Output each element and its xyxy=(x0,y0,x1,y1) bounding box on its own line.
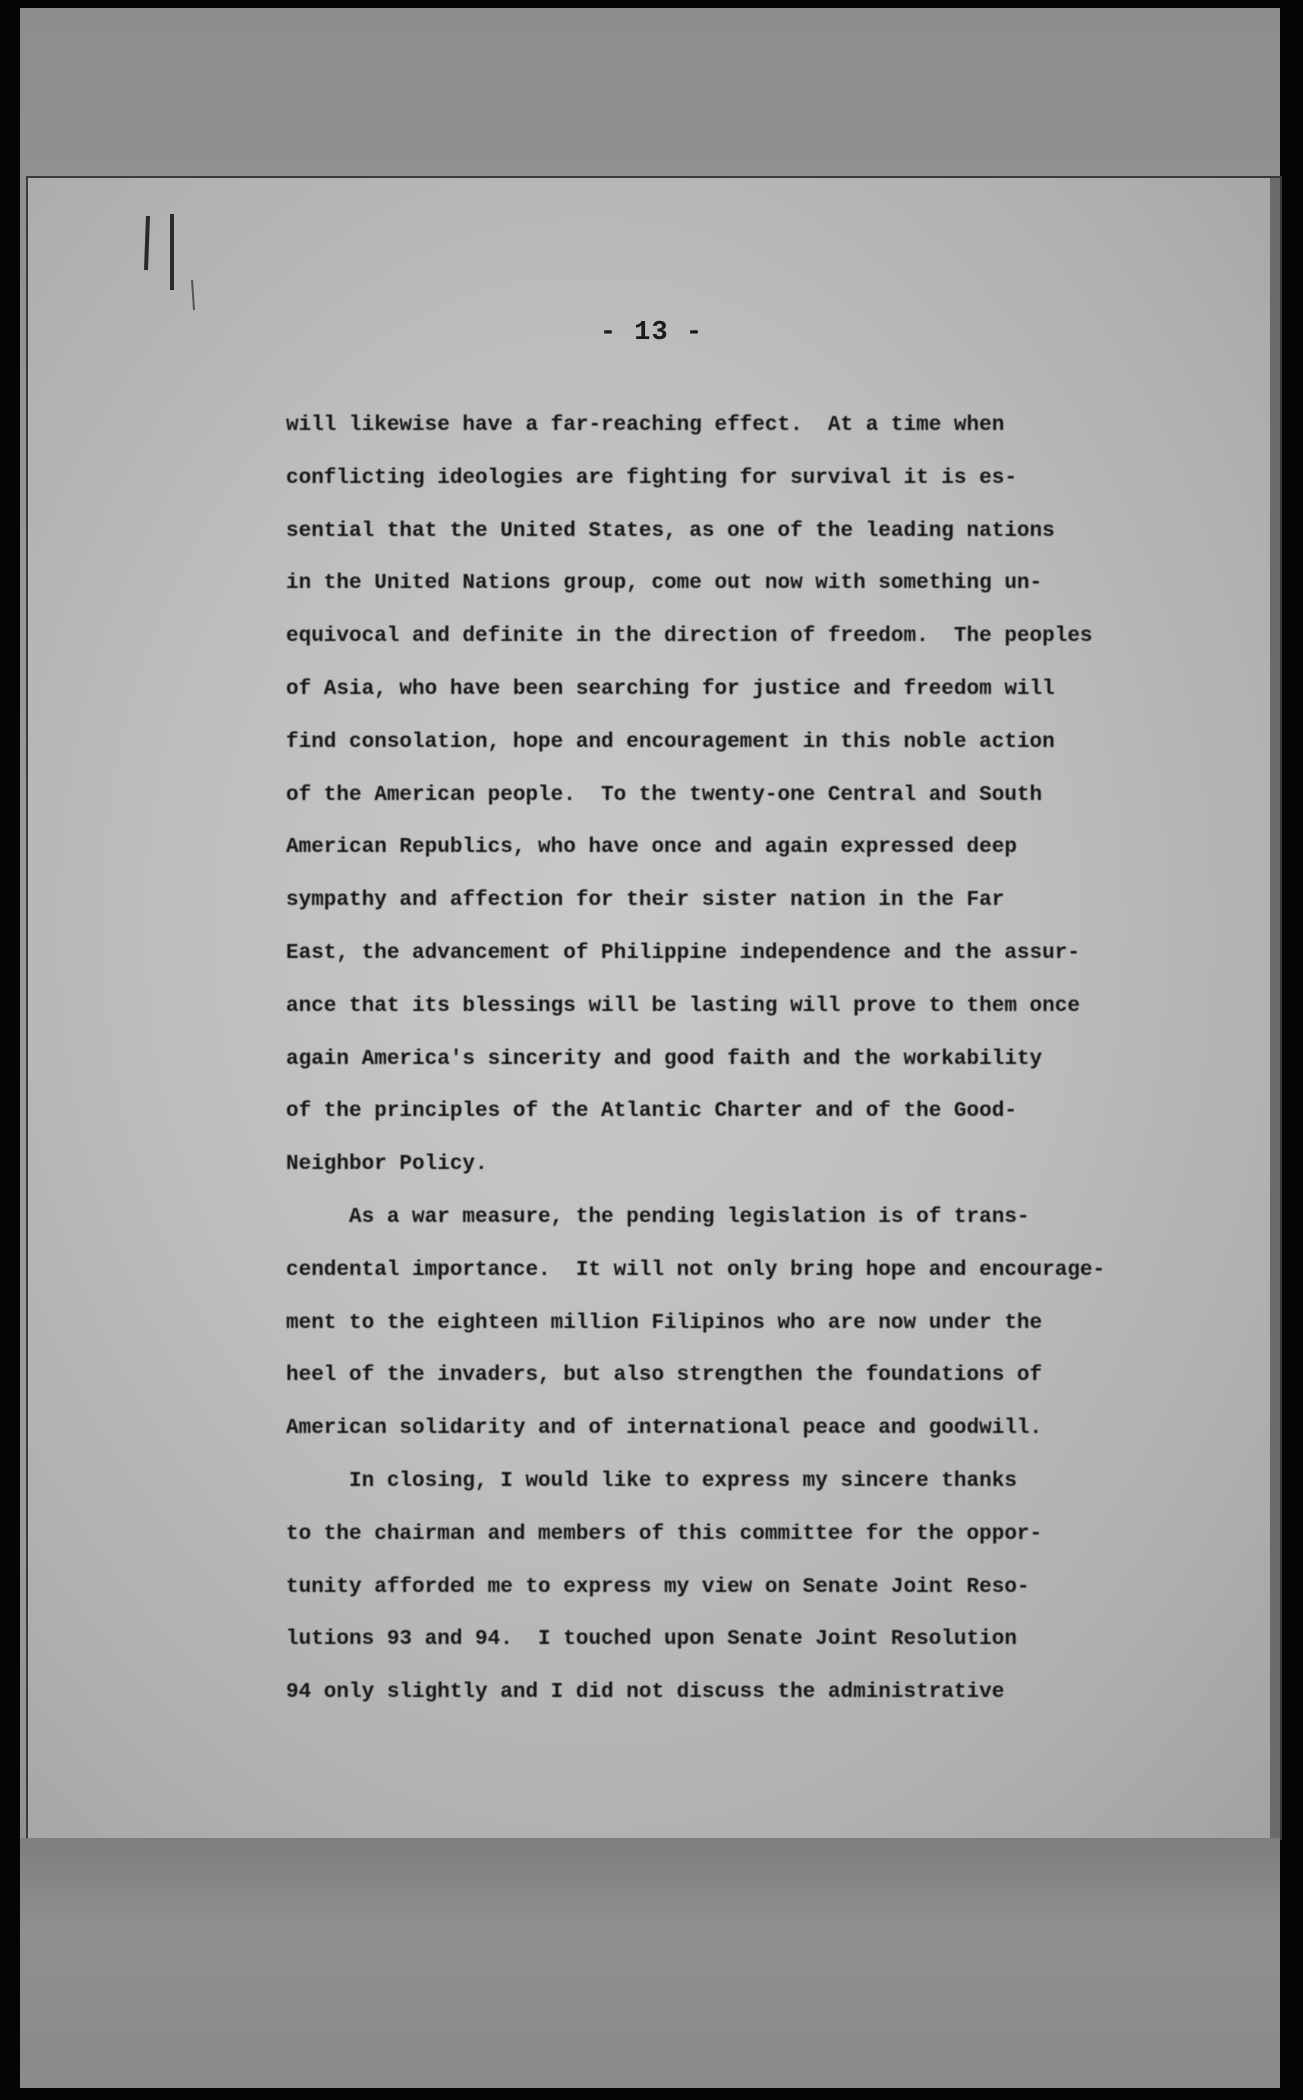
page-number: - 13 - xyxy=(599,318,704,348)
text-line: to the chairman and members of this committee for the oppor- xyxy=(286,1522,1043,1546)
text-line: East, the advancement of Philippine independence and the assur- xyxy=(286,941,1080,965)
text-line: sympathy and affection for their sister nation in the Far xyxy=(286,889,1005,913)
text-line: lutions 93 and 94. I touched upon Senate Joint Resolution xyxy=(286,1628,1017,1652)
text-line: of the principles of the Atlantic Charter and of the Good- xyxy=(286,1100,1017,1124)
text-line: Neighbor Policy. xyxy=(286,1153,488,1177)
typed-text-body xyxy=(286,400,1128,1720)
text-line: again America's sincerity and good faith and the workability xyxy=(286,1047,1043,1071)
text-line: In closing, I would like to express my sincere thanks xyxy=(286,1469,1017,1493)
staple-marks-icon xyxy=(138,210,208,320)
text-line: American solidarity and of international peace and goodwill. xyxy=(286,1417,1043,1441)
text-line: ance that its blessings will be lasting will prove to them once xyxy=(286,994,1080,1018)
text-line: heel of the invaders, but also strengthen the foundations of xyxy=(286,1364,1043,1388)
text-line: American Republics, who have once and again expressed deep xyxy=(286,836,1017,860)
backing-sheet-bottom xyxy=(20,1838,1280,2068)
text-line: 94 only slightly and I did not discuss the administrative xyxy=(286,1681,1005,1705)
text-line: As a war measure, the pending legislation is of trans- xyxy=(286,1205,1030,1229)
text-line: tunity afforded me to express my view on Senate Joint Reso- xyxy=(286,1575,1030,1599)
text-line: will likewise have a far-reaching effect. At a time when xyxy=(286,414,1005,437)
text-line: of Asia, who have been searching for justice and freedom will xyxy=(286,677,1055,701)
text-line: sential that the United States, as one of the leading nations xyxy=(286,519,1055,543)
text-line: in the United Nations group, come out now with something un- xyxy=(286,572,1043,596)
text-line: cendental importance. It will not only bring hope and encourage- xyxy=(286,1258,1106,1282)
text-line: find consolation, hope and encouragement in this noble action xyxy=(286,730,1055,754)
text-line: equivocal and definite in the direction of freedom. The peoples xyxy=(286,625,1093,649)
text-line: conflicting ideologies are fighting for survival it is es- xyxy=(286,466,1017,490)
text-line: ment to the eighteen million Filipinos who are now under the xyxy=(286,1311,1043,1335)
text-line: of the American people. To the twenty-one Central and South xyxy=(286,783,1043,807)
